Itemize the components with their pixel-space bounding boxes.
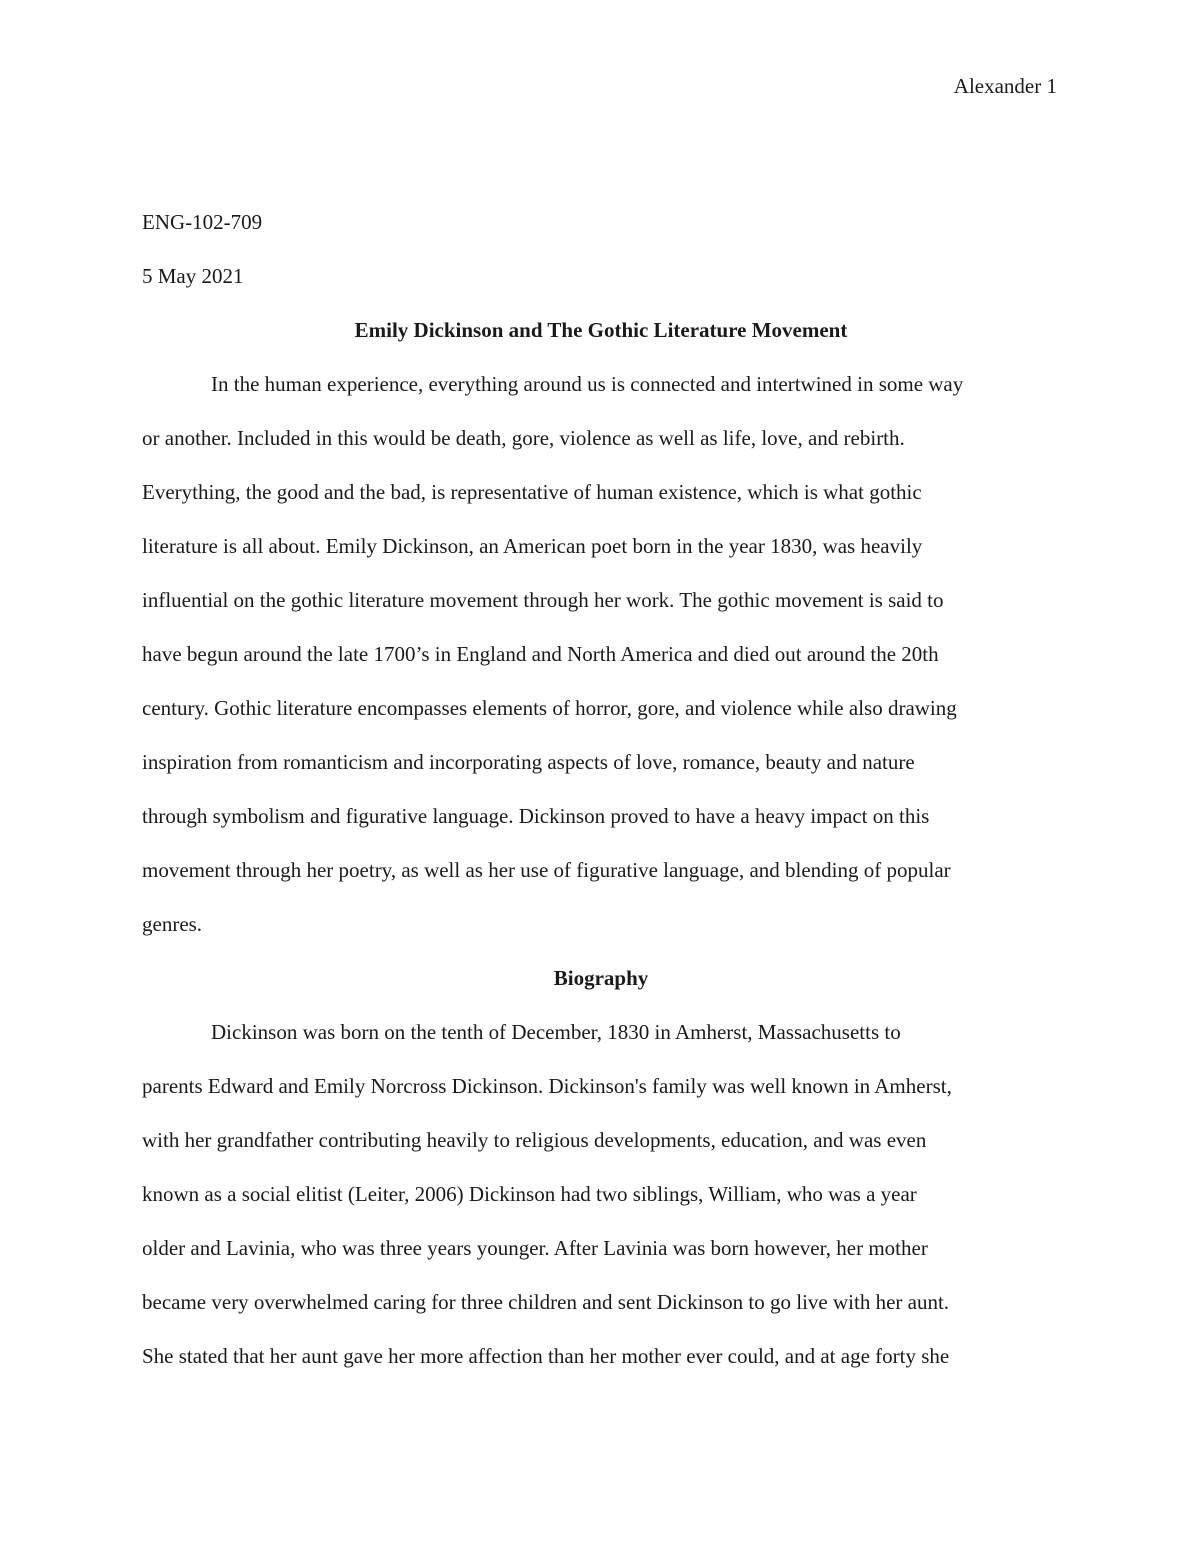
paragraph-line: Everything, the good and the bad, is representative of human existence, which is what gothic bbox=[142, 480, 922, 504]
section-heading: Biography bbox=[553, 966, 649, 990]
paragraph-line: or another. Included in this would be death, gore, violence as well as life, love, and rebirth. bbox=[142, 426, 905, 450]
running-head: Alexander 1 bbox=[953, 74, 1057, 98]
paragraph-line: with her grandfather contributing heavily to religious developments, education, and was even bbox=[142, 1128, 927, 1152]
paragraph-line: She stated that her aunt gave her more affection than her mother ever could, and at age forty she bbox=[142, 1344, 950, 1368]
paragraph-line: influential on the gothic literature movement through her work. The gothic movement is said to bbox=[142, 588, 944, 612]
paragraph-line: inspiration from romanticism and incorporating aspects of love, romance, beauty and nature bbox=[142, 750, 915, 774]
date-line: 5 May 2021 bbox=[142, 264, 244, 288]
paragraph-line: Dickinson was born on the tenth of December, 1830 in Amherst, Massachusetts to bbox=[211, 1020, 901, 1044]
paragraph-line: movement through her poetry, as well as her use of figurative language, and blending of popular bbox=[142, 858, 951, 882]
intro-paragraph bbox=[142, 357, 1060, 951]
paragraph-line: parents Edward and Emily Norcross Dickinson. Dickinson's family was well known in Amherst, bbox=[142, 1074, 952, 1098]
course-line: ENG-102-709 bbox=[142, 210, 263, 234]
document-body bbox=[142, 195, 1060, 1383]
paragraph-line: genres. bbox=[142, 912, 203, 936]
paragraph-line: century. Gothic literature encompasses elements of horror, gore, and violence while also drawing bbox=[142, 696, 957, 720]
essay-title: Emily Dickinson and The Gothic Literature Movement bbox=[354, 318, 848, 342]
paragraph-line: became very overwhelmed caring for three children and sent Dickinson to go live with her aunt. bbox=[142, 1290, 950, 1314]
paragraph-line: older and Lavinia, who was three years younger. After Lavinia was born however, her mother bbox=[142, 1236, 928, 1260]
paragraph-line: through symbolism and figurative language. Dickinson proved to have a heavy impact on this bbox=[142, 804, 930, 828]
paragraph-line: In the human experience, everything around us is connected and intertwined in some way bbox=[211, 372, 964, 396]
paragraph-line: known as a social elitist (Leiter, 2006) Dickinson had two siblings, William, who was a year bbox=[142, 1182, 917, 1206]
biography-paragraph bbox=[142, 1005, 1060, 1383]
paragraph-line: literature is all about. Emily Dickinson, an American poet born in the year 1830, was heavily bbox=[142, 534, 923, 558]
paragraph-line: have begun around the late 1700’s in England and North America and died out around the 20th bbox=[142, 642, 939, 666]
